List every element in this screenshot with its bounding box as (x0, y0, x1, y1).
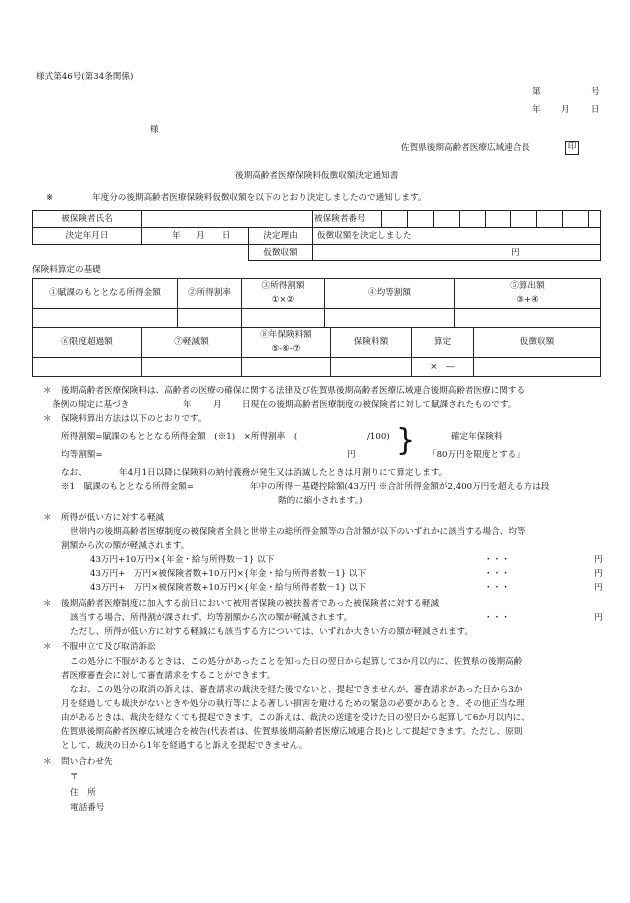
provisional-amount-label: 仮徴収額 (263, 248, 298, 258)
note1-month: 月 (213, 400, 222, 410)
basis-heading: 保険料算定の基礎 (32, 265, 101, 275)
note5-line3: なお、この処分の取消の訴えは、審査請求の裁決を経た後でないと、提起できませんが、審査請求があった日から3か (70, 685, 523, 695)
reduction-row3-formula: 43万円+ 万円×被保険者数+10万円×{年金・給与所得者数－1} 以下 (90, 583, 367, 593)
issue-day-label: 日 (591, 105, 600, 115)
reduction-row1-dots: ・・・ (484, 555, 510, 565)
note5-star: ＊ (43, 642, 52, 652)
form-number: 様式第46号(第34条関係) (36, 72, 134, 82)
issue-year-label: 年 (532, 105, 541, 115)
issuer-name: 佐賀県後期高齢者医療広域連合長 (401, 143, 530, 153)
formula2-a: 均等割額= (61, 450, 103, 460)
decision-year-label: 年 (172, 231, 181, 241)
note5-line7: として、裁決の日から1年を経過すると訴えを提起できません。 (61, 741, 308, 751)
note2-star: ＊ (43, 414, 52, 424)
footnote1-text: 年中の所得－基礎控除額(43万円 ※合計所得金額が2,400万円を超える方は段 (250, 482, 550, 492)
note5-line2: 者医療審査会に対して審査請求をすることができます。 (61, 671, 276, 681)
april-note-b: 年4月1日以降に保険料の納付義務が発生又は消滅したときは月割りにて算定します。 (119, 468, 448, 478)
reduction-row3-yen: 円 (594, 583, 603, 593)
addressee-suffix: 様 (150, 125, 159, 135)
note3-line1: 世帯内の後期高齢者医療制度の被保険者全員と世帯主の総所得金額等の合計額が以下のいずれかに該当する場合、均等 (70, 527, 526, 537)
reduction-row2-formula: 43万円+ 万円×被保険者数+10万円×{年金・給与所得者数－1} 以下 (90, 569, 367, 579)
note1-line2b: 日現在の後期高齢者医療制度の被保険者に対して賦課されたものです。 (242, 400, 517, 410)
note5-line4: 月を経過しても裁決がないときや処分の執行等による著しい損害を避けるための緊急の必要があるとき、その他正当な理 (61, 699, 525, 709)
insured-number-label: 被保険者番号 (314, 214, 366, 224)
calc-h11: 仮徴収額 (519, 337, 555, 347)
note5-line6: 佐賀県後期高齢者医療広域連合を被告(代表者は、佐賀県後期高齢者医療広域連合長)として提起できます。ただし、原則 (61, 727, 523, 737)
reduction-row2-dots: ・・・ (484, 569, 510, 579)
note2-heading: 保険料算出方法は以下のとおりです。 (61, 414, 207, 424)
calc-h3b: ①×② (271, 295, 295, 305)
provisional-amount-yen: 円 (511, 248, 520, 258)
calc-h3a: ③所得割額 (261, 281, 305, 291)
calc-h5b: ③+④ (516, 295, 539, 305)
note1-line1: 後期高齢者医療保険料は、高齢者の医療の確保に関する法律及び佐賀県後期高齢者医療広域連合後期高齢者医療に関する (61, 386, 526, 396)
calc-h10: 算定 (433, 337, 452, 347)
right-brace-icon: } (396, 423, 416, 458)
calc-h2: ②所得割率 (188, 288, 231, 298)
calc-h5a: ⑤算出額 (510, 281, 545, 291)
note3-line2: 割額から次の額が軽減されます。 (61, 541, 190, 551)
calc-h1: ①賦課のもととなる所得金額 (49, 288, 161, 298)
contact-address-label: 住 所 (70, 788, 96, 798)
april-note-a: なお、 (61, 468, 87, 478)
intro-text: 年度分の後期高齢者医療保険料仮徴収額を以下のとおり決定しましたので通知します。 (92, 193, 427, 203)
issue-month-label: 月 (561, 105, 570, 115)
intro-mark: ※ (46, 193, 54, 203)
note3-star: ＊ (43, 513, 52, 523)
reduction-row3-dots: ・・・ (484, 583, 510, 593)
doc-no-label: 第 (532, 87, 541, 97)
decision-day-label: 日 (222, 231, 231, 241)
decision-reason-label: 決定理由 (263, 231, 298, 241)
seal-mark: 印 (565, 141, 579, 155)
note4-dots: ・・・ (484, 613, 510, 623)
calc-h9: 保険料額 (353, 337, 389, 347)
contact-heading: 問い合わせ先 (61, 757, 113, 767)
note4-heading: 後期高齢者医療制度に加入する前日において被用者保険の被扶養者であった被保険者に対する軽減 (61, 599, 440, 609)
note3-heading: 所得が低い方に対する軽減 (61, 513, 165, 523)
calc-h8b: ⑤-⑥-⑦ (271, 344, 301, 354)
calc-h7: ⑦軽減額 (174, 337, 209, 347)
doc-no-suffix: 号 (591, 87, 600, 97)
premium-limit: 「80万円を限度とする」 (428, 450, 525, 460)
document-title: 後期高齢者医療保険料仮徴収額決定通知書 (235, 171, 399, 181)
calc-h4: ④均等割額 (368, 288, 411, 298)
contact-phone-label: 電話番号 (70, 803, 105, 813)
note6-star: ＊ (43, 757, 52, 767)
insured-name-label: 被保険者氏名 (61, 214, 113, 224)
note1-line2a: 条例の規定に基づき (52, 400, 130, 410)
decision-reason-value: 仮徴収額を決定しました (317, 231, 412, 241)
decision-month-label: 月 (196, 231, 205, 241)
note4-yen: 円 (594, 613, 603, 623)
reduction-row1-formula: 43万円+10万円×{年金・給与所得数－1} 以下 (90, 555, 275, 565)
decision-date-label: 決定年月日 (65, 231, 109, 241)
formula1-b: /100) (367, 432, 390, 442)
calc-h6: ⑥限度超過額 (61, 337, 113, 347)
contact-postal-mark: 〒 (70, 772, 79, 782)
note1-year: 年 (183, 400, 192, 410)
note1-star: ＊ (43, 386, 52, 396)
footnote1-cont: 階的に縮小されます。) (278, 496, 363, 506)
reduction-row2-yen: 円 (594, 569, 603, 579)
formula2-b: 円 (347, 450, 356, 460)
note5-heading: 不服申立て及び取消訴訟 (61, 642, 156, 652)
note4-line1: 該当する場合、所得割が課されず、均等割額から次の額が軽減されます。 (70, 613, 353, 623)
calc-value: × ― (430, 362, 455, 372)
footnote1-label: ※1 賦課のもととなる所得金額= (61, 482, 194, 492)
formula1-a: 所得割額=賦課のもととなる所得金額 (※1) ×所得割率 ( (61, 432, 298, 442)
calc-h8a: ⑧年保険料額 (260, 330, 312, 340)
note5-line5: 由があるときは、裁決を経なくても提起できます。この訴えは、裁決の送達を受けた日の翌日から起算して6か月以内に、 (61, 713, 530, 723)
note4-line2: ただし、所得が低い方に対する軽減にも該当する方については、いずれか大きい方の額が軽減されます。 (70, 627, 474, 637)
confirmed-annual-premium: 確定年保険料 (451, 432, 503, 442)
note4-star: ＊ (43, 599, 52, 609)
reduction-row1-yen: 円 (594, 555, 603, 565)
note5-line1: この処分に不服があるときは、この処分があったことを知った日の翌日から起算して3か月以内に、佐賀県の後期高齢 (70, 657, 523, 667)
